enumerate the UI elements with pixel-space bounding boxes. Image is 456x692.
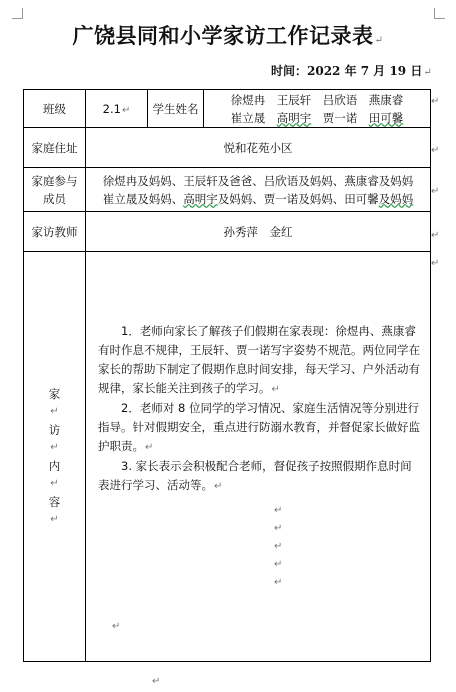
content-row (24, 252, 431, 662)
document-end-mark: ↵ (152, 676, 161, 687)
empty-paragraph: ↵ (274, 505, 283, 516)
content-label: 家 ↵ 访 ↵ 内 ↵ 容 ↵ (24, 252, 86, 662)
row-end-mark: ↵ (431, 145, 440, 156)
row-end-mark: ↵ (431, 230, 440, 241)
document-title: 广饶县同和小学家访工作记录表↵ (72, 23, 384, 48)
teacher-row (24, 212, 431, 252)
teacher-label: 家访教师 (24, 212, 86, 252)
class-label: 班级 (24, 90, 86, 128)
margin-corner-mark (434, 8, 445, 19)
content-paragraph-3: 3. 家长表示会积极配合老师，督促孩子按照假期作息时间表进行学习、活动等。↵ (98, 459, 412, 492)
family-row (24, 168, 431, 212)
empty-paragraph: ↵ (274, 541, 283, 552)
content-body (86, 252, 431, 662)
address-value: 悦和花苑小区 (86, 128, 431, 168)
family-label: 家庭参与 成员 (24, 168, 86, 212)
row-end-mark: ↵ (431, 96, 440, 107)
class-value: 2.1↵ (86, 90, 148, 128)
empty-paragraph: ↵ (274, 523, 283, 534)
empty-paragraph: ↵ (274, 559, 283, 570)
content-paragraph-1: 1．老师向家长了解孩子们假期在家表现：徐煜冉、燕康睿有时作息不规律，王辰轩、贾一诺写字姿势不规范。两位同学在家长的帮助下制定了假期作息时间安排，每天学习、户外活动有规律，家长能关注到孩子的学习。↵ (98, 324, 420, 395)
student-names: 徐煜冉 王辰轩 吕欣语 燕康睿 崔立晟 高明宇 贾一诺 田可馨 (204, 90, 431, 128)
record-date: 时间：2022 年 7 月 19 日↵ (271, 64, 432, 78)
address-row (24, 128, 431, 168)
student-label: 学生姓名 (148, 90, 204, 128)
visit-record-table (23, 89, 431, 662)
content-paragraph-2: 2．老师对 8 位同学的学习情况、家庭生活情况等分别进行指导。针对假期安全，重点进行防溺水教育，并督促家长做好监护职责。↵ (98, 401, 420, 453)
address-label: 家庭住址 (24, 128, 86, 168)
empty-paragraph: ↵ (112, 621, 121, 632)
teacher-names: 孙秀萍 金红 (86, 212, 431, 252)
class-row (24, 90, 431, 128)
row-end-mark: ↵ (431, 186, 440, 197)
empty-paragraph: ↵ (274, 577, 283, 588)
margin-corner-mark (12, 8, 23, 19)
row-end-mark: ↵ (431, 258, 440, 269)
family-members: 徐煜冉及妈妈、王辰轩及爸爸、吕欣语及妈妈、燕康睿及妈妈 崔立晟及妈妈、高明宇及妈妈、贾一诺及妈妈、田可馨及妈妈 (86, 168, 431, 212)
